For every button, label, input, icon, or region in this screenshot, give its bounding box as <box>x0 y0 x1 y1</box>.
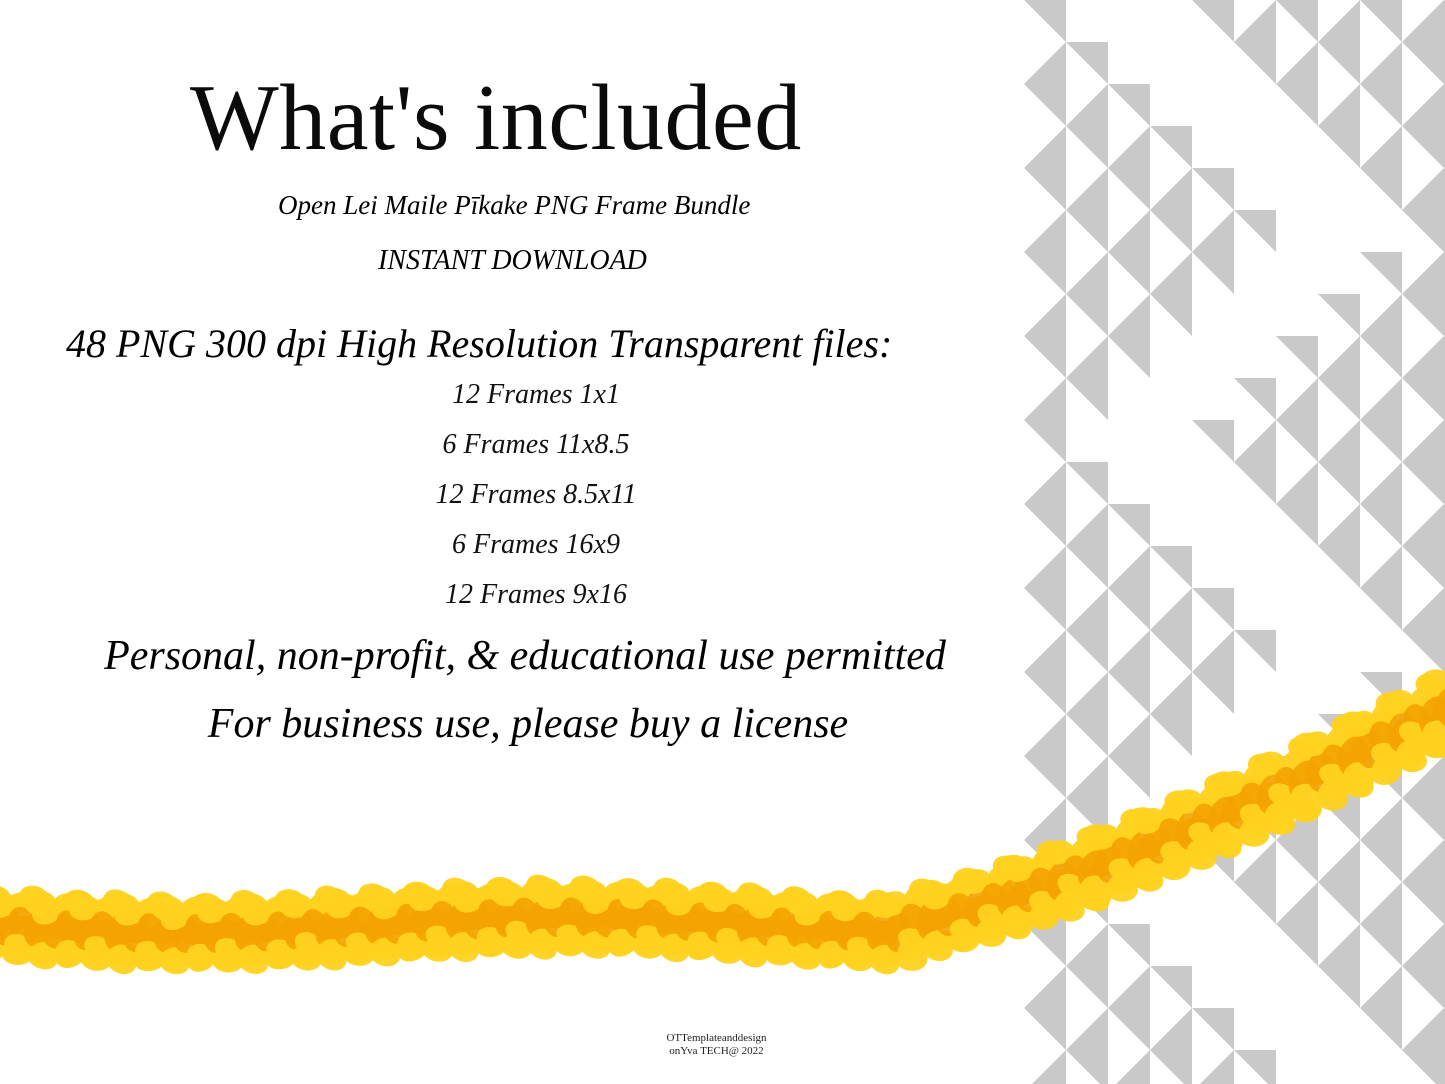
credit-line-2: onYva TECH@ 2022 <box>669 1045 764 1057</box>
list-item: 6 Frames 16x9 <box>452 529 620 560</box>
list-item: 12 Frames 9x16 <box>445 579 627 610</box>
file-list <box>336 378 736 628</box>
credit-footer <box>0 1032 1445 1058</box>
list-item: 6 Frames 11x8.5 <box>442 429 630 460</box>
bundle-subtitle: Open Lei Maile Pīkake PNG Frame Bundle <box>278 190 751 220</box>
instant-download-label: INSTANT DOWNLOAD <box>378 245 647 276</box>
files-heading: 48 PNG 300 dpi High Resolution Transparent files: <box>66 321 893 366</box>
list-item: 12 Frames 8.5x11 <box>435 479 637 510</box>
triangle-zigzag-pattern-icon <box>1024 0 1445 1084</box>
list-item: 12 Frames 1x1 <box>452 379 620 410</box>
page-title: What's included <box>190 66 802 170</box>
license-business-text: For business use, please buy a license <box>207 701 849 747</box>
credit-line-1: OTTemplateanddesign <box>666 1032 767 1044</box>
license-personal-text: Personal, non-profit, & educational use permitted <box>104 633 946 679</box>
